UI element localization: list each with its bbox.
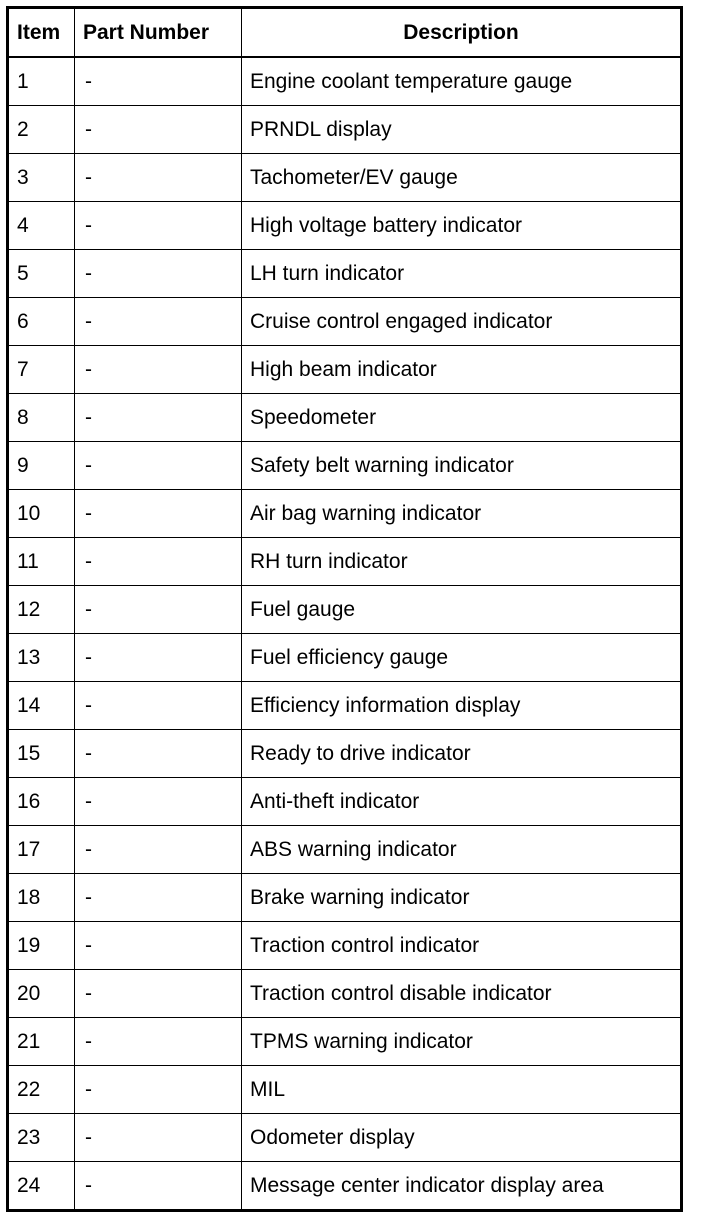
- table-row: [8, 442, 682, 490]
- item-cell: 11: [8, 538, 75, 586]
- item-cell: 21: [8, 1018, 75, 1066]
- description-cell: Message center indicator display area: [242, 1162, 682, 1211]
- item-cell: 17: [8, 826, 75, 874]
- item-cell: 15: [8, 730, 75, 778]
- description-cell: TPMS warning indicator: [242, 1018, 682, 1066]
- description-cell: Traction control disable indicator: [242, 970, 682, 1018]
- item-cell: 13: [8, 634, 75, 682]
- item-cell: 14: [8, 682, 75, 730]
- table-row: [8, 826, 682, 874]
- item-cell: 7: [8, 346, 75, 394]
- part-number-cell: -: [75, 874, 242, 922]
- description-cell: Traction control indicator: [242, 922, 682, 970]
- description-cell: Fuel gauge: [242, 586, 682, 634]
- item-cell: 23: [8, 1114, 75, 1162]
- table-row: [8, 1114, 682, 1162]
- description-cell: Ready to drive indicator: [242, 730, 682, 778]
- description-cell: Engine coolant temperature gauge: [242, 57, 682, 106]
- item-cell: 2: [8, 106, 75, 154]
- table-row: [8, 106, 682, 154]
- part-number-cell: -: [75, 778, 242, 826]
- item-cell: 8: [8, 394, 75, 442]
- table-row: [8, 250, 682, 298]
- item-cell: 6: [8, 298, 75, 346]
- table-row: [8, 154, 682, 202]
- header-part-number: Part Number: [75, 8, 242, 58]
- item-cell: 19: [8, 922, 75, 970]
- description-cell: Speedometer: [242, 394, 682, 442]
- description-cell: Anti-theft indicator: [242, 778, 682, 826]
- part-number-cell: -: [75, 298, 242, 346]
- table-row: [8, 922, 682, 970]
- table-row: [8, 874, 682, 922]
- table-row: [8, 202, 682, 250]
- part-number-cell: -: [75, 394, 242, 442]
- table-row: [8, 778, 682, 826]
- table-row: [8, 1018, 682, 1066]
- table-row: [8, 1066, 682, 1114]
- description-cell: ABS warning indicator: [242, 826, 682, 874]
- item-cell: 20: [8, 970, 75, 1018]
- description-cell: High beam indicator: [242, 346, 682, 394]
- part-number-cell: -: [75, 1018, 242, 1066]
- item-cell: 22: [8, 1066, 75, 1114]
- table-body: [8, 57, 682, 1211]
- description-cell: High voltage battery indicator: [242, 202, 682, 250]
- table-row: [8, 57, 682, 106]
- part-number-cell: -: [75, 538, 242, 586]
- parts-table: [6, 6, 683, 1212]
- part-number-cell: -: [75, 970, 242, 1018]
- part-number-cell: -: [75, 346, 242, 394]
- table-row: [8, 730, 682, 778]
- part-number-cell: -: [75, 682, 242, 730]
- table-row: [8, 346, 682, 394]
- part-number-cell: -: [75, 586, 242, 634]
- table-row: [8, 490, 682, 538]
- part-number-cell: -: [75, 442, 242, 490]
- item-cell: 24: [8, 1162, 75, 1211]
- item-cell: 18: [8, 874, 75, 922]
- part-number-cell: -: [75, 730, 242, 778]
- description-cell: Odometer display: [242, 1114, 682, 1162]
- part-number-cell: -: [75, 1162, 242, 1211]
- description-cell: PRNDL display: [242, 106, 682, 154]
- item-cell: 10: [8, 490, 75, 538]
- header-description: Description: [242, 8, 682, 58]
- description-cell: RH turn indicator: [242, 538, 682, 586]
- description-cell: Air bag warning indicator: [242, 490, 682, 538]
- header-item: Item: [8, 8, 75, 58]
- description-cell: Cruise control engaged indicator: [242, 298, 682, 346]
- item-cell: 16: [8, 778, 75, 826]
- table-row: [8, 634, 682, 682]
- table-row: [8, 298, 682, 346]
- item-cell: 3: [8, 154, 75, 202]
- table-row: [8, 394, 682, 442]
- item-cell: 5: [8, 250, 75, 298]
- description-cell: Tachometer/EV gauge: [242, 154, 682, 202]
- part-number-cell: -: [75, 922, 242, 970]
- table-header: [8, 8, 682, 58]
- part-number-cell: -: [75, 106, 242, 154]
- part-number-cell: -: [75, 202, 242, 250]
- item-cell: 1: [8, 57, 75, 106]
- part-number-cell: -: [75, 826, 242, 874]
- description-cell: MIL: [242, 1066, 682, 1114]
- part-number-cell: -: [75, 634, 242, 682]
- table-row: [8, 970, 682, 1018]
- description-cell: Efficiency information display: [242, 682, 682, 730]
- description-cell: Safety belt warning indicator: [242, 442, 682, 490]
- part-number-cell: -: [75, 1114, 242, 1162]
- header-row: [8, 8, 682, 58]
- table-row: [8, 586, 682, 634]
- description-cell: Fuel efficiency gauge: [242, 634, 682, 682]
- item-cell: 12: [8, 586, 75, 634]
- part-number-cell: -: [75, 1066, 242, 1114]
- part-number-cell: -: [75, 57, 242, 106]
- item-cell: 4: [8, 202, 75, 250]
- part-number-cell: -: [75, 154, 242, 202]
- table-row: [8, 682, 682, 730]
- description-cell: LH turn indicator: [242, 250, 682, 298]
- table-row: [8, 1162, 682, 1211]
- table-row: [8, 538, 682, 586]
- item-cell: 9: [8, 442, 75, 490]
- part-number-cell: -: [75, 490, 242, 538]
- part-number-cell: -: [75, 250, 242, 298]
- description-cell: Brake warning indicator: [242, 874, 682, 922]
